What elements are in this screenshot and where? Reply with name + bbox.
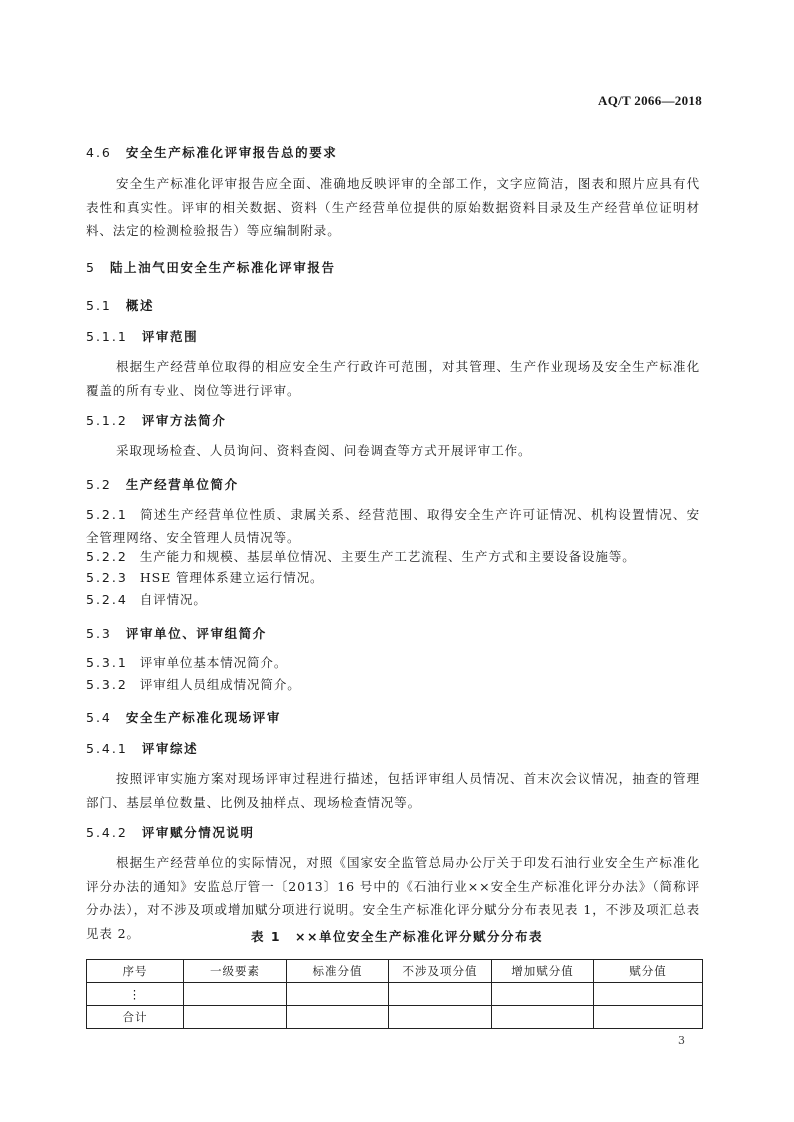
paragraph-5-1-2: 采取现场检查、人员询问、资料查阅、问卷调查等方式开展评审工作。 [116, 443, 532, 458]
section-heading-5-4-2 [86, 823, 255, 841]
table-cell [184, 983, 287, 1006]
item-number: 5.2.3 [86, 570, 128, 585]
section-number: 5.1.2 [86, 413, 128, 428]
table-cell [492, 1006, 594, 1029]
table-cell [492, 983, 594, 1006]
section-heading-5-1-1 [86, 327, 198, 345]
table-cell [594, 1006, 703, 1029]
table-row-total [87, 1006, 703, 1029]
table-header-cell: 不涉及项分值 [389, 960, 492, 983]
table-caption: 表 1 ××单位安全生产标准化评分赋分分布表 [251, 929, 543, 944]
section-heading-5 [86, 258, 336, 276]
list-item-5-2-3 [86, 566, 700, 589]
list-item-5-3-1 [86, 651, 700, 674]
table-cell [184, 1006, 287, 1029]
paragraph-4-6: 安全生产标准化评审报告应全面、准确地反映评审的全部工作，文字应简洁，图表和照片应具有代表性和真实性。评审的相关数据、资料（生产经营单位提供的原始数据资料目录及生产经营单位证明材料、法定的检测检验报告）等应编制附录。 [86, 176, 700, 238]
section-number: 5.2 [86, 477, 112, 492]
section-number: 5.4 [86, 710, 112, 725]
section-number: 5.4.1 [86, 741, 128, 756]
table-header-cell: 序号 [87, 960, 184, 983]
section-title: 生产经营单位简介 [125, 477, 239, 492]
section-title: 安全生产标准化现场评审 [125, 710, 281, 725]
list-item-5-2-1 [86, 503, 700, 549]
item-text: 评审单位基本情况简介。 [139, 655, 288, 670]
table-header-row [87, 960, 703, 983]
section-number: 4.6 [86, 145, 112, 160]
section-heading-4-6 [86, 143, 337, 161]
table-header-cell: 增加赋分值 [492, 960, 594, 983]
section-title: 评审范围 [141, 329, 199, 344]
table-cell: ⋮ [87, 983, 184, 1006]
section-title: 评审赋分情况说明 [141, 825, 255, 840]
section-title: 评审方法简介 [141, 413, 227, 428]
paragraph-5-1-1: 根据生产经营单位取得的相应安全生产行政许可范围，对其管理、生产作业现场及安全生产标准化覆盖的所有专业、岗位等进行评审。 [86, 359, 700, 398]
section-number: 5.3 [86, 626, 112, 641]
item-number: 5.3.2 [86, 677, 128, 692]
item-text: 评审组人员组成情况简介。 [139, 677, 301, 692]
section-heading-5-4 [86, 708, 281, 726]
table-cell [389, 983, 492, 1006]
section-title: 评审单位、评审组简介 [125, 626, 267, 641]
section-title: 安全生产标准化评审报告总的要求 [125, 145, 338, 160]
section-number: 5.4.2 [86, 825, 128, 840]
list-item-5-2-4 [86, 588, 700, 611]
item-text: 自评情况。 [139, 592, 207, 607]
table-row [87, 983, 703, 1006]
section-title: 评审综述 [141, 741, 199, 756]
item-text: HSE 管理体系建立运行情况。 [139, 570, 324, 585]
item-number: 5.2.4 [86, 592, 128, 607]
item-text: 生产能力和规模、基层单位情况、主要生产工艺流程、生产方式和主要设备设施等。 [139, 549, 636, 564]
table-cell [389, 1006, 492, 1029]
section-title: 概述 [125, 298, 155, 313]
table-header-cell: 赋分值 [594, 960, 703, 983]
item-number: 5.2.2 [86, 549, 128, 564]
section-heading-5-1 [86, 296, 154, 314]
score-distribution-table [86, 959, 703, 1029]
section-number: 5.1 [86, 298, 112, 313]
paragraph-5-4-2: 根据生产经营单位的实际情况，对照《国家安全监管总局办公厅关于印发石油行业安全生产标准化评分办法的通知》安监总厅管一〔2013〕16 号中的《石油行业××安全生产标准化评分办法》（简称评分办法），对不涉及项或增加赋分项进行说明。安全生产标准化评分赋分分布表见表 1，不涉及项汇总表见表 2。 [86, 855, 700, 941]
section-heading-5-4-1 [86, 739, 198, 757]
table-cell: 合计 [87, 1006, 184, 1029]
table-cell [594, 983, 703, 1006]
table-cell [287, 983, 389, 1006]
table-header-cell: 一级要素 [184, 960, 287, 983]
page-number: 3 [678, 1034, 685, 1047]
paragraph-5-4-1: 按照评审实施方案对现场评审过程进行描述，包括评审组人员情况、首末次会议情况，抽查的管理部门、基层单位数量、比例及抽样点、现场检查情况等。 [86, 771, 700, 810]
section-heading-5-3 [86, 624, 267, 642]
item-number: 5.3.1 [86, 655, 128, 670]
section-number: 5.1.1 [86, 329, 128, 344]
item-text: 简述生产经营单位性质、隶属关系、经营范围、取得安全生产许可证情况、机构设置情况、安全管理网络、安全管理人员情况等。 [86, 507, 700, 545]
item-number: 5.2.1 [86, 507, 128, 522]
standard-number-header: AQ/T 2066—2018 [598, 93, 702, 108]
section-heading-5-2 [86, 475, 239, 493]
table-header-cell: 标准分值 [287, 960, 389, 983]
section-heading-5-1-2 [86, 411, 226, 429]
section-title: 陆上油气田安全生产标准化评审报告 [109, 260, 336, 275]
section-number: 5 [86, 260, 96, 275]
list-item-5-3-2 [86, 673, 700, 696]
list-item-5-2-2 [86, 545, 700, 568]
table-cell [287, 1006, 389, 1029]
